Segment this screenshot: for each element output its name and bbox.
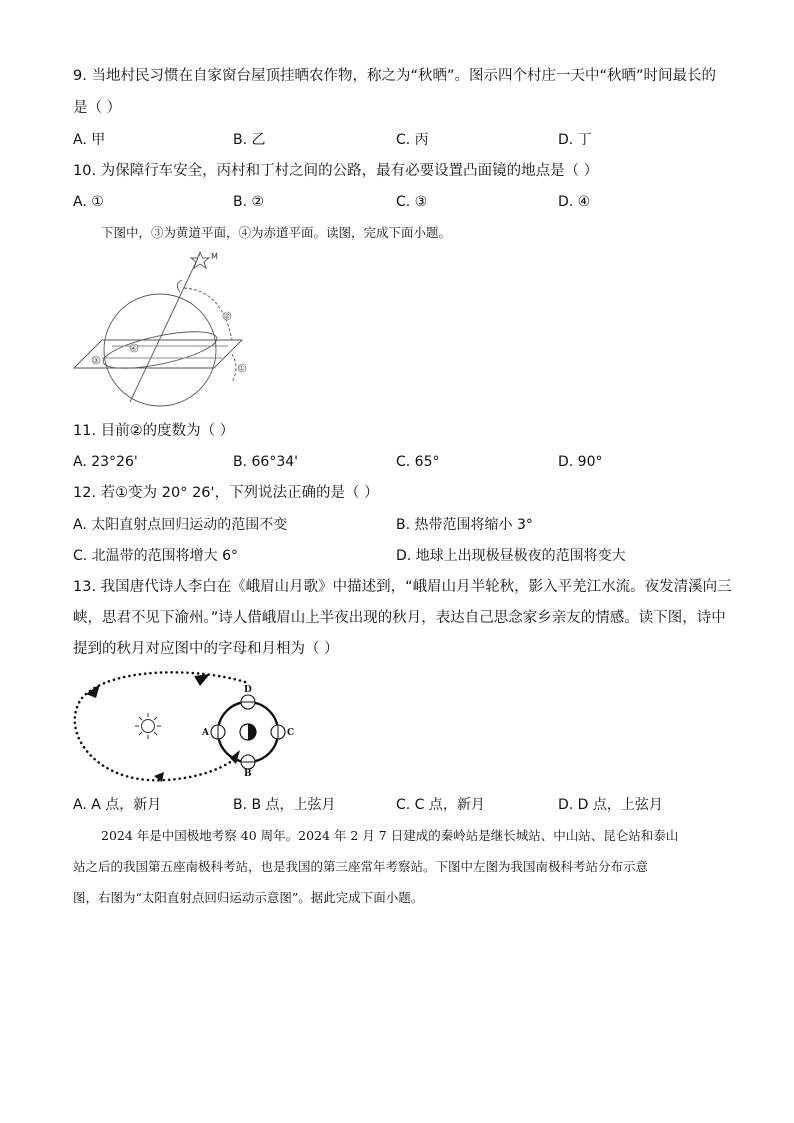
q10-option-c[interactable]: C. ③: [396, 194, 428, 210]
figure1-label-3: ③: [92, 356, 99, 365]
q10-option-d[interactable]: D. ④: [558, 194, 591, 210]
q13-option-b[interactable]: B. B 点，上弦月: [233, 797, 336, 813]
intro-11-12: 下图中，③为黄道平面，④为赤道平面。读图，完成下面小题。: [101, 225, 452, 240]
q11-option-b[interactable]: B. 66°34': [233, 454, 298, 470]
q9-stem-line2: 是（ ）: [73, 100, 122, 116]
q12-option-a[interactable]: A. 太阳直射点回归运动的范围不变: [73, 517, 288, 533]
intro-14-line3: 图，右图为“太阳直射点回归运动示意图”。据此完成下面小题。: [73, 890, 424, 905]
moon-phase-figure: [70, 668, 310, 783]
intro-14-line2: 站之后的我国第五座南极科考站，也是我国的第三座常年考察站。下图中左图为我国南极科考站分布示意: [73, 859, 649, 874]
q13-option-a[interactable]: A. A 点，新月: [73, 797, 162, 813]
q10-option-a[interactable]: A. ①: [73, 194, 104, 210]
q12-option-b[interactable]: B. 热带范围将缩小 3°: [396, 517, 533, 533]
q11-option-a[interactable]: A. 23°26': [73, 454, 138, 470]
sun-icon: [135, 713, 161, 739]
moon-label-c: C: [287, 728, 295, 738]
intro-14-line1: 2024 年是中国极地考察 40 周年。2024 年 2 月 7 日建成的秦岭站是继长城站、中山站、昆仑站和泰山: [101, 828, 679, 843]
star-m-label: M: [211, 252, 218, 261]
earth-icon: [240, 724, 256, 740]
q11-option-c[interactable]: C. 65°: [396, 454, 440, 470]
angle-arc-1: [232, 354, 236, 382]
q9-option-b[interactable]: B. 乙: [233, 132, 266, 148]
q13-stem-line1: 13. 我国唐代诗人李白在《峨眉山月歌》中描述到，“峨眉山月半轮秋，影入平羌江水流。夜发清溪向三: [73, 579, 732, 595]
figure1-label-2: ②: [223, 312, 230, 321]
q9-option-d[interactable]: D. 丁: [558, 132, 592, 148]
q11-option-d[interactable]: D. 90°: [558, 454, 603, 470]
moon-label-a: A: [202, 728, 209, 738]
star-m-icon: [191, 252, 209, 268]
q13-option-d[interactable]: D. D 点，上弦月: [558, 797, 663, 813]
q13-stem-line2: 峡，思君不见下渝州。”诗人借峨眉山上半夜出现的秋月，表达自己思念家乡亲友的情感。读下图，诗中: [73, 610, 726, 626]
moon-label-d: D: [244, 685, 252, 695]
q12-option-d[interactable]: D. 地球上出现极昼极夜的范围将变大: [396, 548, 626, 564]
earth-sphere: [104, 294, 216, 406]
q10-option-b[interactable]: B. ②: [233, 194, 265, 210]
figure1-label-1: ①: [238, 364, 245, 373]
q11-stem: 11. 目前②的度数为（ ）: [73, 423, 235, 439]
earth-axis: [130, 260, 197, 402]
q9-option-a[interactable]: A. 甲: [73, 132, 106, 148]
ecliptic-equator-figure: [72, 250, 262, 410]
q12-stem: 12. 若①变为 20° 26'，下列说法正确的是（ ）: [73, 485, 379, 501]
q10-stem: 10. 为保障行车安全，丙村和丁村之间的公路，最有必要设置凸面镜的地点是（ ）: [73, 163, 599, 179]
q9-stem-line1: 9. 当地村民习惯在自家窗台屋顶挂晒农作物，称之为“秋晒”。图示四个村庄一天中“秋晒”时间最长的: [73, 68, 716, 84]
moon-label-b: B: [244, 769, 252, 779]
q12-option-c[interactable]: C. 北温带的范围将增大 6°: [73, 548, 239, 564]
q9-option-c[interactable]: C. 丙: [396, 132, 429, 148]
q13-stem-line3: 提到的秋月对应图中的字母和月相为（ ）: [73, 641, 339, 657]
q13-option-c[interactable]: C. C 点，新月: [396, 797, 485, 813]
ecliptic-plane: [74, 340, 242, 368]
figure1-label-4: ④: [130, 344, 137, 353]
